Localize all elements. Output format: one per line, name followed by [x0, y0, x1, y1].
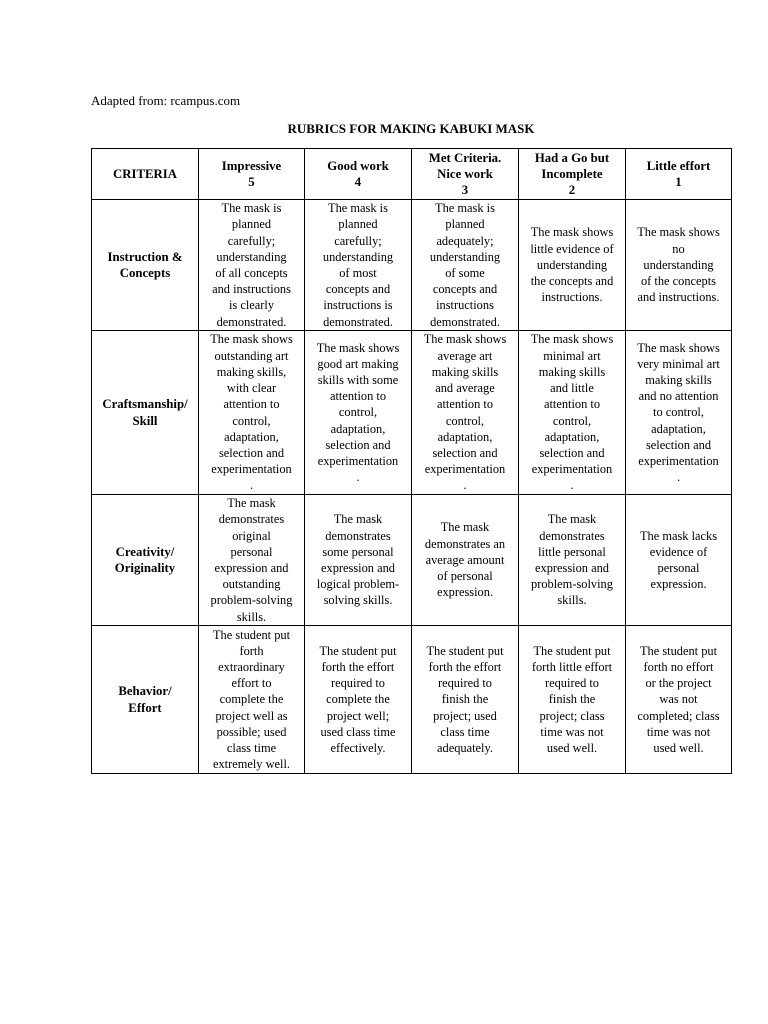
rubric-cell: The mask shows outstanding art making skills, with clear attention to control, adaptation, selection and experimentation .: [199, 331, 305, 495]
rubric-cell: The mask lacks evidence of personal expression.: [626, 495, 732, 626]
header-row: [92, 149, 732, 200]
criterion-cell: Instruction & Concepts: [92, 200, 199, 331]
rubric-cell: The mask is planned adequately; understanding of some concepts and instructions demonstrated.: [412, 200, 519, 331]
table-row-behavior: [92, 626, 732, 774]
column-header-5: Impressive 5: [199, 149, 305, 200]
rubric-cell: The student put forth extraordinary effort to complete the project well as possible; used class time extremely well.: [199, 626, 305, 774]
table-row-craftsmanship: [92, 331, 732, 495]
rubric-table: [91, 148, 732, 774]
rubric-cell: The mask shows minimal art making skills and little attention to control, adaptation, selection and experimentation .: [519, 331, 626, 495]
criterion-cell: Behavior/ Effort: [92, 626, 199, 774]
column-header-1: Little effort 1: [626, 149, 732, 200]
column-header-4: Good work 4: [305, 149, 412, 200]
rubric-cell: The mask demonstrates original personal expression and outstanding problem-solving skills.: [199, 495, 305, 626]
rubric-cell: The mask demonstrates little personal expression and problem-solving skills.: [519, 495, 626, 626]
rubric-cell: The mask shows no understanding of the concepts and instructions.: [626, 200, 732, 331]
rubric-cell: The student put forth the effort required to finish the project; used class time adequately.: [412, 626, 519, 774]
rubric-cell: The mask is planned carefully; understanding of most concepts and instructions is demonstrated.: [305, 200, 412, 331]
criterion-cell: Craftsmanship/ Skill: [92, 331, 199, 495]
rubric-cell: The mask demonstrates an average amount of personal expression.: [412, 495, 519, 626]
rubric-cell: The mask shows average art making skills and average attention to control, adaptation, selection and experimentation .: [412, 331, 519, 495]
rubric-cell: The student put forth little effort required to finish the project; class time was not used well.: [519, 626, 626, 774]
column-header-2: Had a Go but Incomplete 2: [519, 149, 626, 200]
rubric-cell: The student put forth no effort or the project was not completed; class time was not used well.: [626, 626, 732, 774]
table-row-instruction: [92, 200, 732, 331]
rubric-cell: The mask shows very minimal art making skills and no attention to control, adaptation, selection and experimentation .: [626, 331, 732, 495]
column-header-3: Met Criteria. Nice work 3: [412, 149, 519, 200]
criterion-cell: Creativity/ Originality: [92, 495, 199, 626]
rubric-cell: The mask shows good art making skills with some attention to control, adaptation, selection and experimentation .: [305, 331, 412, 495]
source-attribution: Adapted from: rcampus.com: [91, 93, 241, 108]
rubric-cell: The mask shows little evidence of understanding the concepts and instructions.: [519, 200, 626, 331]
rubric-cell: The mask is planned carefully; understanding of all concepts and instructions is clearly demonstrated.: [199, 200, 305, 331]
rubric-cell: The student put forth the effort required to complete the project well; used class time effectively.: [305, 626, 412, 774]
criteria-header: CRITERIA: [92, 149, 199, 200]
rubric-cell: The mask demonstrates some personal expression and logical problem- solving skills.: [305, 495, 412, 626]
table-row-creativity: [92, 495, 732, 626]
document-title: RUBRICS FOR MAKING KABUKI MASK: [287, 121, 535, 136]
